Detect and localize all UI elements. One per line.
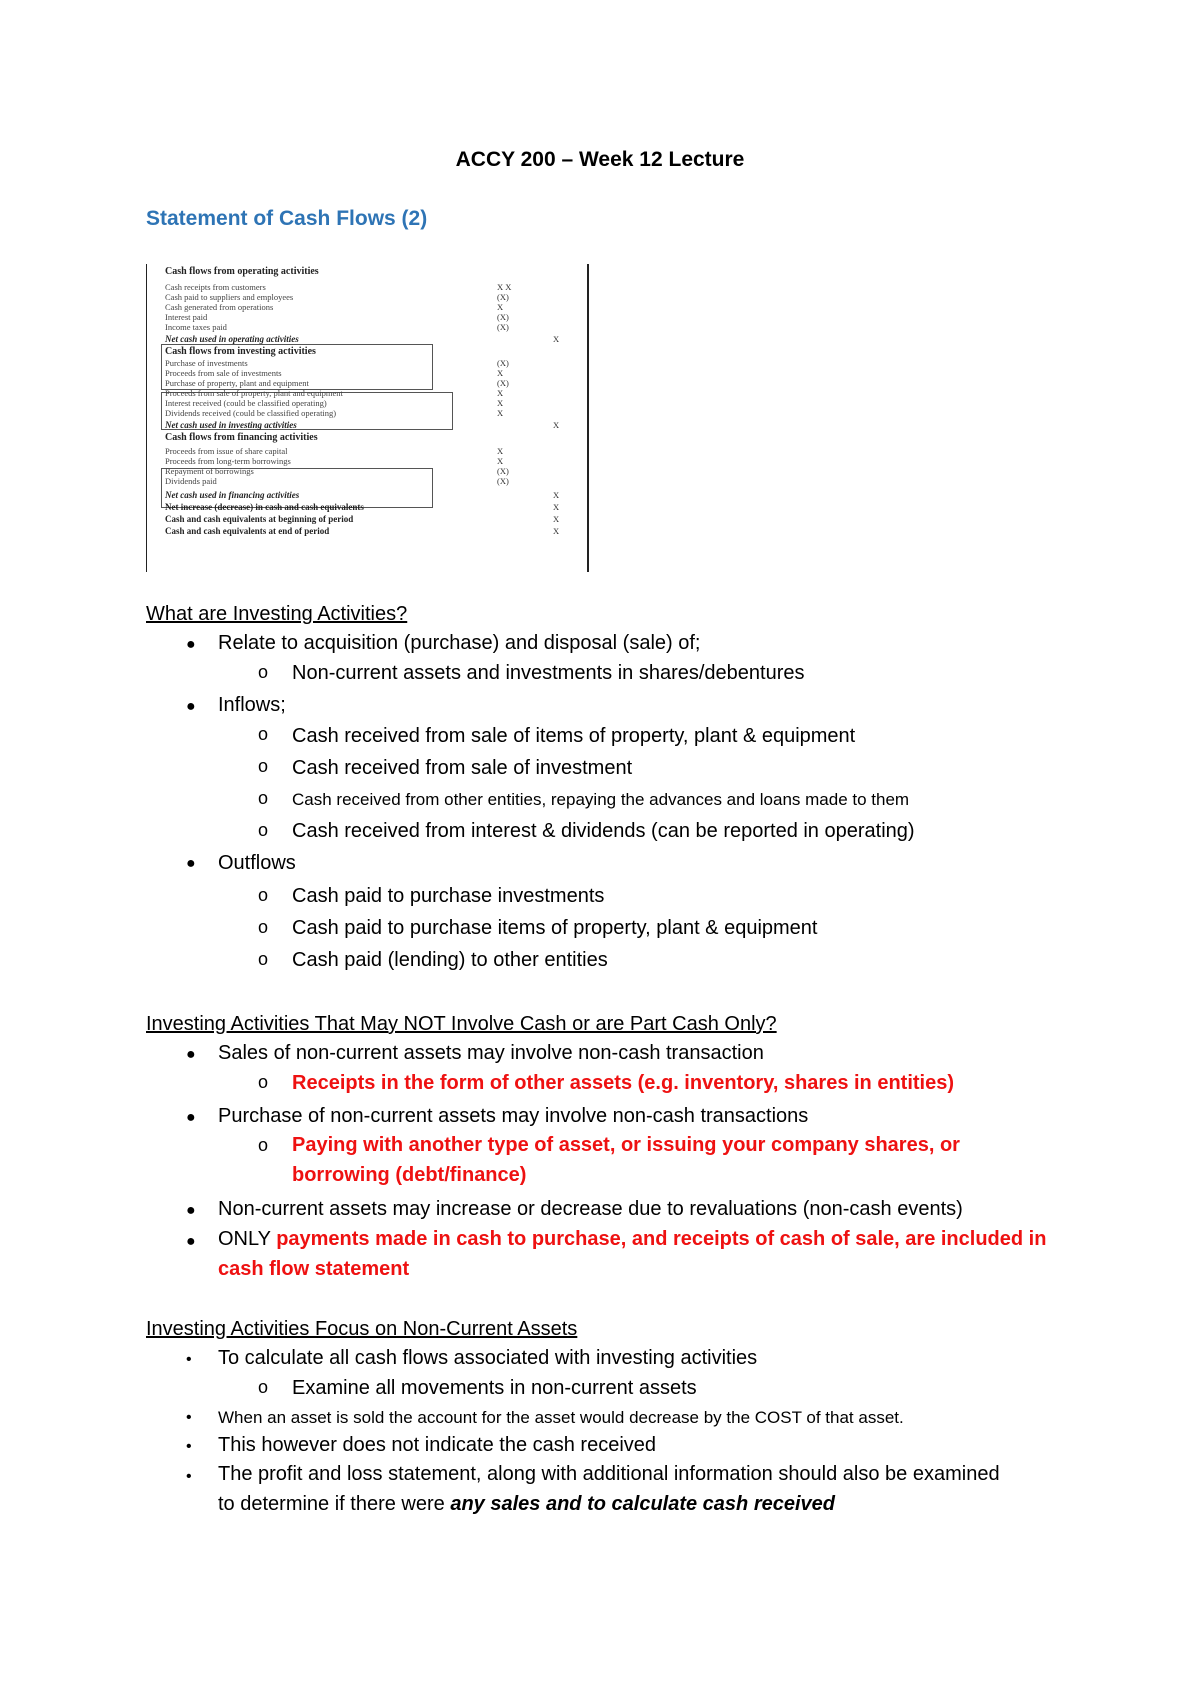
noncash-purchase-sub: Paying with another type of asset, or issuing your company shares, or borrowing (debt/finance) (292, 1134, 960, 1186)
sub-bullet-icon: o (258, 885, 269, 905)
bullet-dot-icon: • (186, 1468, 192, 1485)
statement-amount: (X) (497, 312, 509, 322)
focus-calc: To calculate all cash flows associated with investing activities (218, 1347, 758, 1369)
sub-bullet-icon: o (258, 756, 269, 776)
sub-bullet-icon: o (258, 788, 269, 808)
bullet-dot-icon: ● (186, 855, 196, 872)
noncash-sales-sub: Receipts in the form of other assets (e.g. inventory, shares in entities) (292, 1072, 955, 1094)
statement-line: Net cash used in operating activities (165, 334, 299, 344)
sub-bullet-icon: o (258, 662, 269, 682)
focus-not-cash: This however does not indicate the cash received (218, 1434, 657, 1456)
statement-line: Repayment of borrowings (165, 466, 254, 476)
focus-heading: Investing Activities Focus on Non-Current Assets (146, 1318, 578, 1340)
outflow-item: Cash paid to purchase investments (292, 885, 605, 907)
statement-line: Interest paid (165, 312, 208, 322)
investing-relate: Relate to acquisition (purchase) and disposal (sale) of; (218, 632, 701, 654)
statement-amount: X (497, 398, 504, 408)
noncash-only-cash: ONLY payments made in cash to purchase, and receipts of cash of sale, are included in cash flow statement (218, 1228, 1047, 1280)
statement-line: Dividends paid (165, 476, 217, 486)
outflow-item: Cash paid to purchase items of property, plant & equipment (292, 917, 818, 939)
statement-line: Proceeds from sale of property, plant and equipment (165, 388, 343, 398)
statement-amount: X (497, 446, 504, 456)
outflow-item: Cash paid (lending) to other entities (292, 949, 608, 971)
bullet-dot-icon: ● (186, 636, 196, 653)
statement-line: Purchase of investments (165, 358, 248, 368)
statement-line: Purchase of property, plant and equipment (165, 378, 309, 388)
sub-bullet-icon: o (258, 724, 269, 744)
statement-line: Cash and cash equivalents at end of period (165, 526, 330, 536)
statement-line: Net cash used in financing activities (165, 490, 300, 500)
bullet-dot-icon: ● (186, 1202, 196, 1219)
inflows-label: Inflows; (218, 694, 286, 716)
investing-relate-sub: Non-current assets and investments in shares/debentures (292, 662, 805, 684)
statement-total-amount: X (553, 490, 560, 500)
bullet-dot-icon: ● (186, 1233, 196, 1250)
statement-line: Cash paid to suppliers and employees (165, 292, 294, 302)
focus-profit-loss: The profit and loss statement, along with additional information should also be examined to determine if there were any sales and to calculate cash received (218, 1463, 1000, 1515)
cash-flow-statement-figure (146, 264, 589, 572)
statement-total-amount: X (553, 420, 560, 430)
statement-line: Net increase (decrease) in cash and cash equivalents (165, 502, 364, 512)
statement-amount: X (497, 302, 504, 312)
statement-line: Cash and cash equivalents at beginning of period (165, 514, 354, 524)
statement-amount: (X) (497, 358, 509, 368)
bullet-dot-icon: • (186, 1438, 192, 1455)
statement-amount: (X) (497, 322, 509, 332)
statement-line: Cash flows from financing activities (165, 432, 318, 443)
statement-total-amount: X (553, 334, 560, 344)
inflow-item: Cash received from interest & dividends (can be reported in operating) (292, 820, 915, 842)
bullet-dot-icon: • (186, 1351, 192, 1368)
sub-bullet-icon: o (258, 1377, 269, 1397)
sub-bullet-icon: o (258, 917, 269, 937)
focus-cost: When an asset is sold the account for the asset would decrease by the COST of that asset. (218, 1408, 904, 1427)
statement-line: Interest received (could be classified operating) (165, 398, 327, 408)
inflow-item: Cash received from sale of items of property, plant & equipment (292, 725, 856, 747)
statement-total-amount: X (553, 526, 560, 536)
statement-line: Proceeds from issue of share capital (165, 446, 288, 456)
bullet-dot-icon: ● (186, 1046, 196, 1063)
statement-amount: X (497, 408, 504, 418)
statement-line: Cash flows from investing activities (165, 346, 316, 357)
statement-amount: X (497, 388, 504, 398)
statement-line: Dividends received (could be classified operating) (165, 408, 337, 418)
investing-heading: What are Investing Activities? (146, 603, 408, 625)
statement-amount: X X (497, 282, 512, 292)
sub-bullet-icon: o (258, 1135, 269, 1155)
noncash-purchase: Purchase of non-current assets may involve non-cash transactions (218, 1105, 809, 1127)
statement-amount: X (497, 456, 504, 466)
statement-amount: (X) (497, 378, 509, 388)
page-title: ACCY 200 – Week 12 Lecture (455, 148, 745, 171)
statement-total-amount: X (553, 514, 560, 524)
statement-total-amount: X (553, 502, 560, 512)
sub-bullet-icon: o (258, 820, 269, 840)
statement-line: Proceeds from sale of investments (165, 368, 282, 378)
statement-line: Income taxes paid (165, 322, 227, 332)
statement-amount: (X) (497, 476, 509, 486)
statement-line: Proceeds from long-term borrowings (165, 456, 291, 466)
inflow-item: Cash received from other entities, repaying the advances and loans made to them (292, 790, 910, 809)
noncash-revaluations: Non-current assets may increase or decrease due to revaluations (non-cash events) (218, 1198, 963, 1220)
bullet-dot-icon: • (186, 1409, 192, 1426)
noncash-sales: Sales of non-current assets may involve non-cash transaction (218, 1042, 764, 1064)
focus-calc-sub: Examine all movements in non-current assets (292, 1377, 697, 1399)
section-heading: Statement of Cash Flows (2) (146, 207, 428, 230)
outflows-label: Outflows (218, 852, 296, 874)
sub-bullet-icon: o (258, 949, 269, 969)
statement-amount: X (497, 368, 504, 378)
sub-bullet-icon: o (258, 1072, 269, 1092)
statement-line: Cash generated from operations (165, 302, 274, 312)
bullet-dot-icon: ● (186, 1109, 196, 1126)
statement-line: Net cash used in investing activities (165, 420, 297, 430)
statement-line: Cash receipts from customers (165, 282, 266, 292)
bullet-dot-icon: ● (186, 698, 196, 715)
inflow-item: Cash received from sale of investment (292, 757, 633, 779)
noncash-heading: Investing Activities That May NOT Involve Cash or are Part Cash Only? (146, 1013, 777, 1035)
statement-line: Cash flows from operating activities (165, 266, 319, 277)
statement-amount: (X) (497, 466, 509, 476)
statement-amount: (X) (497, 292, 509, 302)
